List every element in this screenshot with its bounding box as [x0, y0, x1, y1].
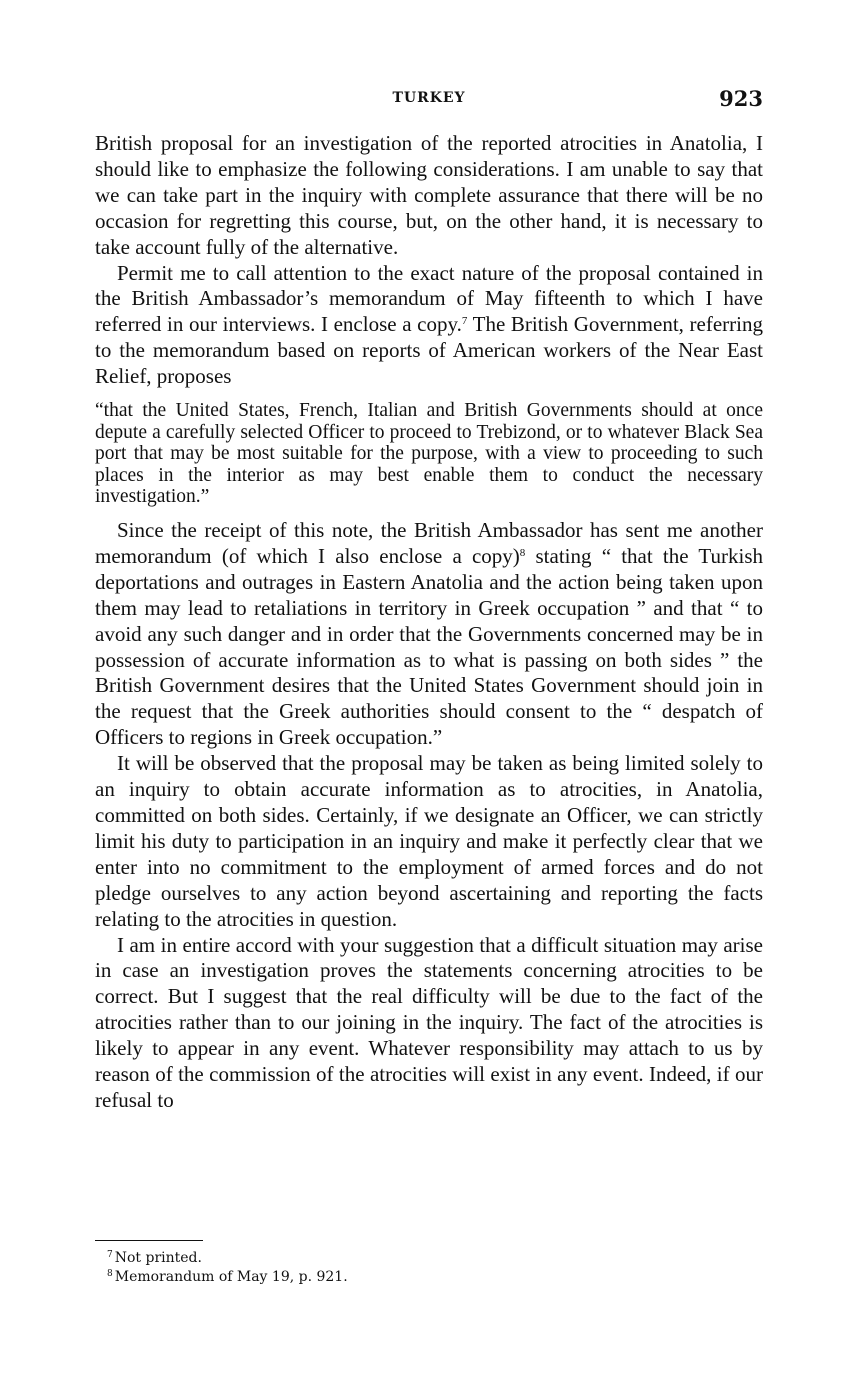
paragraph-5: I am in entire accord with your suggestion that a difficult situation may arise in case an investigation proves the statements concerning atrocities to be correct. But I suggest that the real difficulty will be due to the fact of the atrocities rather than to our joining in the inquiry. The fact of the atrocities is likely to appear in any event. Whatever responsibility may attach to us by reason of the commission of the atrocities will exist in any event. Indeed, if our refusal to	[95, 932, 763, 1112]
page-number: 923	[719, 86, 763, 111]
paragraph-3-text: Since the receipt of this note, the British Ambassador has sent me another memorandum (of which I also enclose a copy)	[95, 518, 763, 568]
footnote-marker: 7	[107, 1250, 113, 1260]
running-title: TURKEY	[392, 90, 466, 106]
paragraph-2-text: Permit me to call attention to the exact nature of the proposal contained in the British Ambassador’s memorandum of May fifteenth to which I have referred in our interviews. I enclose a copy.	[95, 260, 763, 337]
footnote-text: Not printed.	[114, 1250, 202, 1266]
paragraph-3	[95, 518, 763, 751]
footnote-ref-8: 8	[519, 546, 526, 559]
footnote-8	[107, 1268, 707, 1287]
paragraph-2	[95, 261, 763, 391]
running-head	[95, 88, 763, 116]
body-text	[95, 131, 763, 1114]
footnote-text: Memorandum of May 19, p. 921.	[114, 1269, 348, 1285]
paragraph-3-text-cont: stating “ that the Turkish deportations and outrages in Eastern Anatolia and the action being taken upon them may lead to retaliations in territory in Greek occupation ” and that “ to avoid any such danger and in order that the Governments concerned may be in possession of accurate information as to what is passing on both sides ” the British Government desires that the United States Government should join in the request that the Greek authorities should consent to the “ despatch of Officers to regions in Greek occupation.”	[95, 543, 763, 750]
paragraph-4: It will be observed that the proposal may be taken as being limited solely to an inquiry to obtain accurate information as to atrocities, in Anatolia, committed on both sides. Certainly, if we designate an Officer, we can strictly limit his duty to participation in an inquiry and make it perfectly clear that we enter into no commitment to the employment of armed forces and do not pledge ourselves to any action beyond ascertaining and reporting the facts relating to the atrocities in question.	[95, 751, 763, 931]
footnote-ref-7: 7	[461, 315, 468, 328]
footnote-rule	[95, 1240, 203, 1241]
paragraph-1: British proposal for an investigation of the reported atrocities in Anatolia, I should like to emphasize the following considerations. I am unable to say that we can take part in the inquiry with complete assurance that there will be no occasion for regretting this course, but, on the other hand, it is necessary to take account fully of the alternative.	[95, 131, 763, 259]
footnote-marker: 8	[107, 1269, 113, 1279]
footnotes	[107, 1249, 707, 1287]
footnote-7	[107, 1249, 707, 1268]
paragraph-2-text-cont: The British Government, referring to the memorandum based on reports of American workers of the Near East Relief, proposes	[95, 312, 763, 389]
block-quote: “that the United States, French, Italian and British Governments should at once depute a carefully selected Officer to proceed to Trebizond, or to whatever Black Sea port that may be most suitable for the purpose, with a view to proceeding to such places in the interior as may best enable them to conduct the necessary investigation.”	[95, 400, 763, 508]
